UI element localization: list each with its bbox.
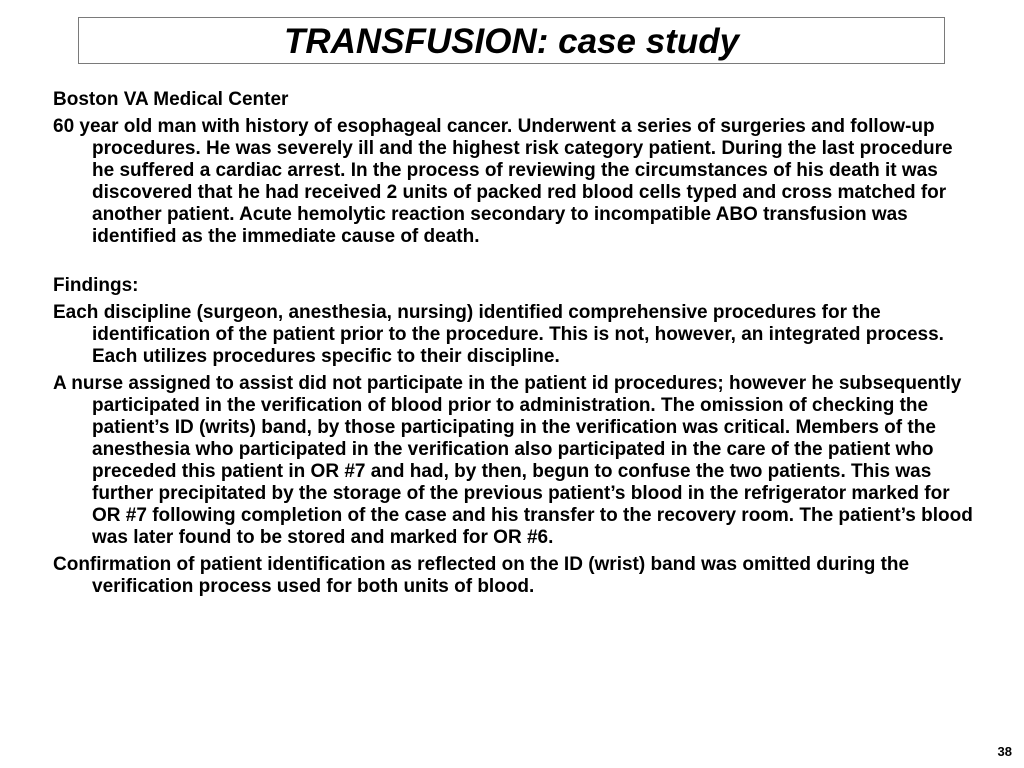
paragraph-finding-confirmation: Confirmation of patient identification as reflected on the ID (wrist) band was omitted during the verification process used for both units of blood.	[53, 554, 910, 597]
slide-content	[53, 89, 973, 603]
slide-title: TRANSFUSION: case study	[283, 22, 740, 61]
paragraph-findings-heading: Findings:	[53, 275, 139, 296]
title-box	[78, 17, 945, 64]
page-number: 38	[997, 744, 1012, 759]
paragraph-finding-disciplines: Each discipline (surgeon, anesthesia, nursing) identified comprehensive procedures for the identification of the patient prior to the procedure. This is not, however, an integrated process. Each utilizes procedures specific to their discipline.	[53, 302, 944, 367]
paragraph-finding-nurse: A nurse assigned to assist did not participate in the patient id procedures; however he subsequently participated in the verification of blood prior to administration. The omission of checking the patient’s ID (writs) band, by those participating in the verification was critical. Members of the anesthesia who participated in the verification also participated in the care of the patient who preceded this patient in OR #7 and had, by then, begun to confuse the two patients. This was further precipitated by the storage of the previous patient’s blood in the refrigerator marked for OR #7 following completion of the case and his transfer to the recovery room. The patient’s blood was later found to be stored and marked for OR #6.	[53, 373, 973, 548]
paragraph-case-description: 60 year old man with history of esophageal cancer. Underwent a series of surgeries and follow-up procedures. He was severely ill and the highest risk category patient. During the last procedure he suffered a cardiac arrest. In the process of reviewing the circumstances of his death it was discovered that he had received 2 units of packed red blood cells typed and cross matched for another patient. Acute hemolytic reaction secondary to incompatible ABO transfusion was identified as the immediate cause of death.	[53, 116, 953, 247]
paragraph-institution: Boston VA Medical Center	[53, 89, 289, 110]
